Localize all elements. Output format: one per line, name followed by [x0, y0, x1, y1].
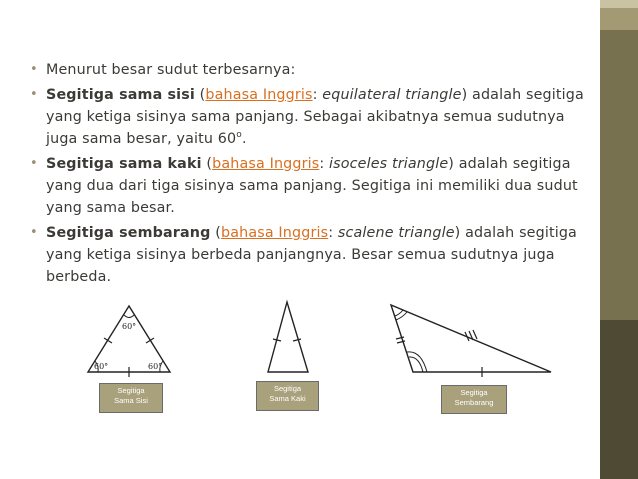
link-bahasa-inggris[interactable]: bahasa Inggris — [205, 87, 313, 103]
period: . — [241, 131, 247, 147]
colon: : — [312, 87, 323, 103]
tick-mark — [293, 339, 301, 341]
angle-label-right: 60° — [148, 362, 163, 371]
caption-scalene — [441, 385, 507, 414]
caption-line: Segitiga — [460, 388, 488, 397]
bullet-item — [30, 222, 585, 288]
degree-superscript: o — [236, 130, 242, 141]
link-bahasa-inggris[interactable]: bahasa Inggris — [212, 156, 320, 172]
caption-line: Sama Kaki — [269, 394, 306, 403]
english-term: isoceles triangle — [329, 156, 449, 172]
bullet-item — [30, 59, 585, 81]
paren-open: ( — [210, 225, 221, 241]
colon: : — [328, 225, 338, 241]
paren-open: ( — [201, 156, 213, 172]
sidebar-band — [600, 320, 638, 479]
angle-arc-top — [124, 315, 134, 318]
term-isosceles: Segitiga sama kaki — [46, 156, 202, 172]
bullet-dot: • — [30, 156, 38, 171]
scalene-triangle-shape — [391, 305, 551, 372]
angle-label-left: 60° — [94, 362, 109, 371]
bullet-dot: • — [30, 225, 38, 240]
bullet-dot: • — [30, 62, 38, 77]
sidebar-decoration — [600, 0, 638, 479]
bullet-text: Menurut besar sudut terbesarnya: — [46, 62, 296, 78]
caption-line: Sama Sisi — [114, 396, 148, 405]
definition-text: ) adalah segitiga yang ketiga sisinya berbeda panjangnya. Besar semua sudutnya juga berbeda. — [46, 225, 577, 285]
definition-text: ) adalah segitiga yang dua dari tiga sisinya sama panjang. Segitiga ini memiliki dua sudut yang sama besar. — [46, 156, 578, 216]
caption-line: Segitiga — [273, 384, 302, 393]
angle-arc-top-inner — [395, 310, 403, 316]
sidebar-band — [600, 30, 638, 320]
paren-open: ( — [194, 87, 206, 103]
caption-equilateral — [99, 383, 163, 413]
term-scalene: Segitiga sembarang — [46, 225, 211, 241]
sidebar-band — [600, 0, 638, 8]
link-bahasa-inggris[interactable]: bahasa Inggris — [220, 225, 329, 241]
isosceles-triangle-shape — [268, 302, 308, 372]
tick-mark — [473, 330, 477, 339]
bullet-item — [30, 153, 585, 219]
english-term: equilateral triangle — [322, 87, 462, 103]
scalene-triangle-figure — [383, 300, 558, 375]
caption-line: Segitiga — [117, 386, 145, 395]
english-term: scalene triangle — [337, 225, 455, 241]
caption-isosceles — [256, 381, 319, 411]
equilateral-triangle-figure — [80, 300, 180, 380]
caption-line: Sembarang — [454, 398, 494, 407]
definition-text: ) adalah segitiga yang ketiga sisinya sama panjang. Sebagai akibatnya semua sudutnya juga sama besar, yaitu 60 — [46, 87, 584, 147]
term-equilateral: Segitiga sama sisi — [46, 87, 195, 103]
bullet-dot: • — [30, 87, 38, 102]
sidebar-band — [600, 8, 638, 30]
angle-arc-top — [396, 312, 407, 320]
bullet-list — [30, 59, 585, 291]
bullet-item — [30, 84, 585, 150]
isosceles-triangle-figure — [260, 298, 320, 378]
colon: : — [319, 156, 330, 172]
angle-label-top: 60° — [122, 322, 137, 331]
